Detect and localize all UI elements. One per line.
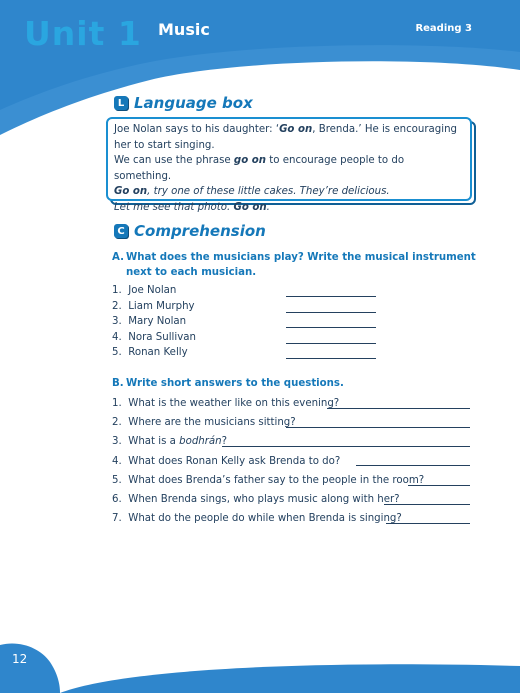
language-box-heading — [114, 94, 253, 112]
list-item: 6. When Brenda sings, who plays music along with her? — [112, 493, 400, 505]
list-item: 1. Joe Nolan — [112, 285, 177, 296]
part-b-instruction: B. Write short answers to the questions. — [112, 378, 344, 389]
language-badge-icon: L — [114, 96, 128, 110]
list-item: 1. What is the weather like on this evening? — [112, 398, 340, 409]
language-box-title: Language box — [134, 94, 253, 112]
answer-line[interactable] — [286, 332, 376, 344]
list-item: 3. Mary Nolan — [112, 316, 187, 328]
answer-line[interactable] — [286, 301, 376, 313]
part-a-list — [112, 283, 196, 361]
answer-line[interactable] — [356, 454, 470, 466]
language-box — [106, 117, 472, 213]
comprehension-title: Comprehension — [134, 222, 266, 240]
list-item: 4. Nora Sullivan — [112, 331, 196, 343]
answer-line[interactable] — [222, 435, 470, 447]
answer-line[interactable] — [286, 347, 376, 359]
list-item: 7. What do the people do while when Brenda is singing? — [112, 513, 402, 525]
list-item: 5. What does Brenda’s father say to the people in the room? — [112, 474, 425, 486]
answer-line[interactable] — [408, 474, 470, 486]
language-line-3: Go on, try one of these little cakes. They’re delicious. — [114, 186, 390, 198]
list-item: 2. Liam Murphy — [112, 300, 195, 312]
topic-title: Music — [158, 20, 210, 39]
footer-banner — [0, 640, 520, 693]
unit-title: Unit 1 — [24, 14, 142, 53]
list-item: 5. Ronan Kelly — [112, 347, 188, 359]
answer-line[interactable] — [286, 285, 376, 297]
answer-line[interactable] — [327, 397, 470, 409]
language-line-1: Joe Nolan says to his daughter: ‘Go on, Brenda.’ He is encouraging her to start singing. — [114, 124, 458, 151]
page-number: 12 — [12, 652, 28, 666]
language-line-2: We can use the phrase go on to encourage people to do something. — [114, 155, 405, 182]
answer-line[interactable] — [286, 316, 376, 328]
list-item: 4. What does Ronan Kelly ask Brenda to do? — [112, 455, 341, 467]
list-item: 3. What is a bodhrán? — [112, 436, 228, 448]
list-item: 2. Where are the musicians sitting? — [112, 417, 296, 429]
answer-line[interactable] — [386, 512, 470, 524]
reading-label: Reading 3 — [415, 23, 472, 34]
answer-line[interactable] — [286, 416, 470, 428]
part-a-instruction: A. What does the musicians play? Write the musical instrument next to each musician. — [112, 252, 476, 278]
answer-line[interactable] — [384, 493, 470, 505]
comprehension-heading — [114, 222, 266, 240]
language-line-4: Let me see that photo. Go on. — [114, 201, 270, 213]
comprehension-badge-icon: C — [114, 224, 128, 238]
